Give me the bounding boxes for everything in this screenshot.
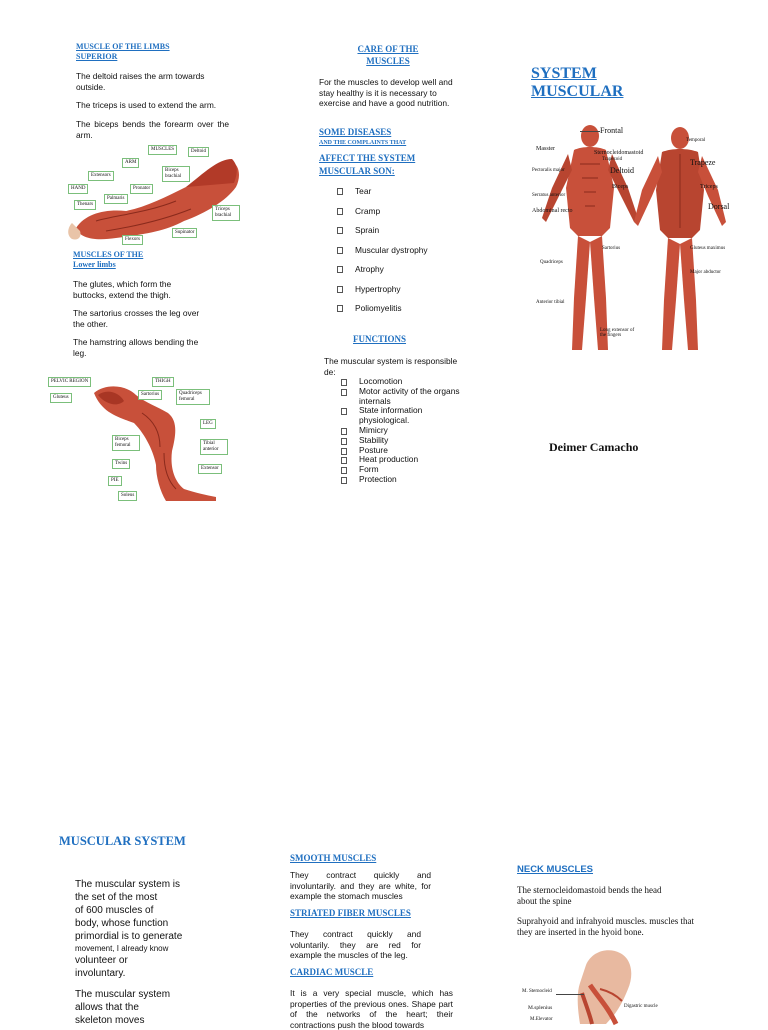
label-trapezius: Trapeze — [690, 158, 716, 167]
label-frontal: Frontal — [600, 126, 624, 135]
lower-limbs-heading — [73, 250, 170, 270]
diseases-heading: SOME DISEASES — [319, 127, 392, 137]
smooth-muscles-text: They contract quickly and involuntarily. and they are white, for example the stomach muscles — [290, 870, 431, 901]
affect-heading — [319, 152, 415, 178]
disease-item: Atrophy — [337, 264, 457, 274]
cardiac-muscle-text: It is a very special muscle, which has properties of the previous ones. Shape part of the networks of the heart; their contractions push the blood towards — [290, 988, 453, 1030]
function-item: Locomotion — [341, 377, 461, 387]
function-item: Protection — [341, 475, 461, 485]
affect-heading-line1: AFFECT THE SYSTEM — [319, 153, 416, 163]
label-soleus: Soleus — [118, 491, 137, 501]
function-item: Form — [341, 465, 461, 475]
care-heading — [345, 43, 431, 67]
neck-muscles-figure — [516, 945, 696, 1024]
care-text: For the muscles to develop well and stay healthy is it is necessary to exercise and have a good nutrition. — [319, 77, 453, 108]
label-neck-scm: M. Sternocleid — [522, 989, 552, 994]
intro2-line: The muscular system — [75, 989, 171, 1000]
function-item: Posture — [341, 446, 461, 456]
label-masseter: Masster — [536, 146, 555, 152]
functions-heading: FUNCTIONS — [353, 334, 407, 344]
label-biceps: Biceps brachial — [162, 166, 190, 182]
main-title-line2: MUSCULAR — [531, 83, 624, 100]
main-title — [531, 65, 623, 101]
label-pelvic-region: PELVIC REGION — [48, 377, 91, 387]
label-leg: LEG — [200, 419, 216, 429]
label-supinator: Supinator — [172, 228, 197, 238]
page2-intro-2 — [75, 988, 210, 1027]
label-deltoid-front: Deltoid — [610, 166, 634, 175]
label-dorsal: Dorsal — [708, 202, 730, 211]
leader-line — [580, 131, 600, 132]
function-item: Stability — [341, 436, 461, 446]
main-title-line1: SYSTEM — [531, 65, 597, 82]
label-tibialis: Anterior tibial — [536, 300, 565, 305]
label-biceps-front: Biceps — [612, 184, 629, 190]
intro-line: The muscular system is — [75, 879, 181, 890]
leader-line — [556, 994, 584, 995]
arm-illustration — [66, 143, 242, 247]
disease-item: Hypertrophy — [337, 284, 457, 294]
label-triceps: Triceps brachial — [212, 205, 240, 221]
label-flexors: Flexors — [122, 235, 143, 245]
label-deltoid: Deltoid — [188, 147, 209, 157]
label-extensors: Extensors — [88, 171, 114, 181]
label-triceps-back: Triceps — [700, 184, 718, 190]
label-trapezoid-front: Trapezoid — [602, 157, 623, 162]
function-item: State information physiological. — [341, 406, 461, 426]
disease-item: Muscular dystrophy — [337, 245, 457, 255]
hamstring-text: The hamstring allows bending the leg. — [73, 337, 199, 358]
lower-limbs-heading-line2: Lower limbs — [73, 260, 116, 269]
label-quadriceps-front: Quadriceps — [540, 260, 563, 265]
care-heading-line1: CARE OF THE — [357, 44, 419, 54]
label-digastric: Digastric muscle — [624, 1004, 658, 1009]
neck-text-1: The sternocleidomastoid bends the head about the spine — [517, 885, 662, 906]
label-biceps-femoral: Biceps femoral — [112, 435, 140, 451]
functions-list — [341, 377, 461, 485]
intro-line: the set of the most — [75, 892, 158, 903]
label-thigh: THIGH — [152, 377, 174, 387]
function-item: Motor activity of the organs internals — [341, 387, 461, 407]
cardiac-muscle-heading: CARDIAC MUSCLE — [290, 967, 374, 977]
functions-intro: The muscular system is responsible de: — [324, 356, 458, 377]
label-quadriceps: Quadriceps femoral — [176, 389, 210, 405]
arm-muscles-figure — [66, 143, 242, 247]
label-tibial-anterior: Tibial anterior — [200, 439, 228, 455]
label-hand: HAND — [68, 184, 88, 194]
label-elevator: M.Elevator — [530, 1017, 553, 1022]
label-palmaris: Palmaris — [104, 194, 128, 204]
triceps-text: The triceps is used to extend the arm. — [76, 100, 217, 110]
diseases-list — [337, 186, 457, 323]
full-body-figure — [530, 118, 730, 363]
intro-line-small: movement, I already know — [75, 944, 169, 953]
page2-intro — [75, 878, 210, 980]
label-pronator: Pronator — [130, 184, 153, 194]
label-long-extensor: Long extensor of the fingers — [600, 328, 635, 338]
intro2-line: allows that the — [75, 1002, 139, 1013]
intro-line: volunteer or — [75, 955, 128, 966]
sartorius-text: The sartorius crosses the leg over the other. — [73, 308, 200, 329]
label-foot: PIE — [108, 476, 122, 486]
label-splenius: M.splenius — [528, 1005, 553, 1011]
intro-line: involuntary. — [75, 968, 126, 979]
label-abdominal: Abdominal recto — [532, 208, 573, 214]
label-sartorius: Sartorius — [138, 390, 162, 400]
biceps-text: The biceps bends the forearm over the arm. — [76, 119, 229, 140]
label-extensor: Extensor — [198, 464, 222, 474]
striated-muscles-text: They contract quickly and voluntarily. they are red for example the muscles of the leg. — [290, 929, 421, 960]
intro-line: body, whose function — [75, 918, 169, 929]
intro-line: of 600 muscles of — [75, 905, 154, 916]
label-temporal: Temporal — [686, 138, 706, 143]
intro2-line: skeleton moves — [75, 1015, 145, 1026]
diseases-subheading: AND THE COMPLAINTS THAT — [319, 140, 407, 146]
disease-item: Tear — [337, 186, 457, 196]
disease-item: Cramp — [337, 206, 457, 216]
label-serratus: Serratus anterior — [532, 193, 566, 198]
smooth-muscles-heading: SMOOTH MUSCLES — [290, 853, 377, 863]
author-name: Deimer Camacho — [549, 440, 639, 454]
lower-limbs-heading-line1: MUSCLES OF THE — [73, 250, 144, 259]
label-scm: Sternocleidomastoid — [594, 150, 644, 156]
affect-heading-line2: MUSCULAR SON: — [319, 166, 395, 176]
label-adductor: Major abductor — [690, 270, 721, 275]
upper-limbs-heading-line2: SUPERIOR — [76, 52, 118, 61]
care-heading-line2: MUSCLES — [366, 56, 410, 66]
neck-illustration — [516, 945, 696, 1024]
striated-muscles-heading: STRIATED FIBER MUSCLES — [290, 908, 411, 918]
upper-limbs-heading — [76, 42, 201, 62]
leg-muscles-figure — [46, 373, 232, 503]
page2-heading: MUSCULAR SYSTEM — [59, 834, 186, 848]
label-pectoral: Pectoralis major — [532, 168, 565, 173]
label-arm: ARM — [122, 158, 139, 168]
label-thenars: Thenars — [74, 200, 96, 210]
label-muscles: MUSCLES — [148, 145, 177, 155]
deltoid-text: The deltoid raises the arm towards outside. — [76, 71, 205, 92]
label-twins: Twins — [112, 459, 130, 469]
disease-item: Poliomyelitis — [337, 303, 457, 313]
label-gluteus-max: Gluteus maximus — [690, 246, 726, 251]
label-sartorius-front: Sartorius — [602, 246, 621, 251]
disease-item: Sprain — [337, 225, 457, 235]
function-item: Heat production — [341, 455, 461, 465]
label-gluteus: Gluteus — [50, 393, 72, 403]
function-item: Mimicry — [341, 426, 461, 436]
intro-line: primordial is to generate — [75, 931, 183, 942]
glutes-text: The glutes, which form the buttocks, extend the thigh. — [73, 279, 172, 300]
neck-text-2: Suprahyoid and infrahyoid muscles. muscles that they are inserted in the hyoid bone. — [517, 916, 694, 937]
upper-limbs-heading-line1: MUSCLE OF THE LIMBS — [76, 42, 170, 51]
neck-muscles-heading: NECK MUSCLES — [517, 864, 594, 875]
